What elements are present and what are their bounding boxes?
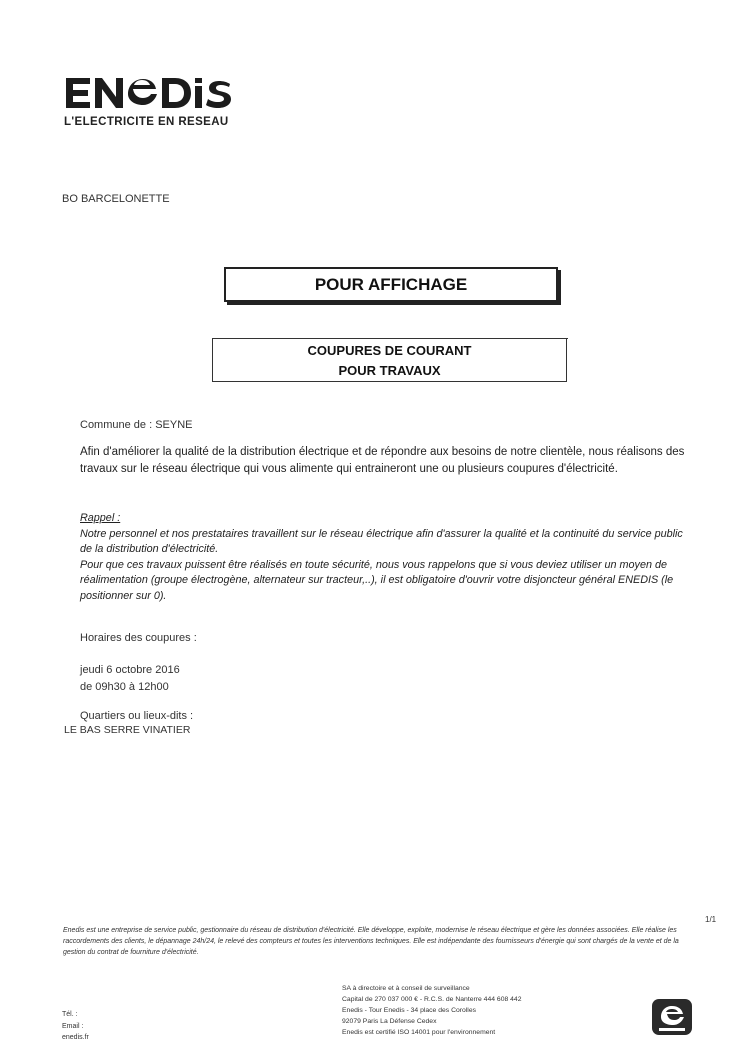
schedule-date: jeudi 6 octobre 2016 xyxy=(80,664,180,676)
subject-box-top-border xyxy=(212,338,568,339)
subject-line-1: COUPURES DE COURANT xyxy=(307,343,472,358)
commune-label: Commune de : SEYNE xyxy=(80,419,193,431)
legal-line: 92079 Paris La Défense Cedex xyxy=(342,1018,437,1025)
notice-title: POUR AFFICHAGE xyxy=(314,274,468,294)
legal-line: Capital de 270 037 000 € - R.C.S. de Nanterre 444 608 442 xyxy=(342,996,522,1003)
subject-line-2: POUR TRAVAUX xyxy=(338,363,441,378)
logo-tagline: L'ELECTRICITE EN RESEAU xyxy=(64,116,229,128)
notice-title-box xyxy=(224,267,558,302)
subject-box xyxy=(212,338,567,382)
legal-line: SA à directoire et à conseil de surveillance xyxy=(342,985,470,992)
legal-line: Enedis - Tour Enedis - 34 place des Corolles xyxy=(342,1007,476,1014)
rappel-section xyxy=(80,511,690,605)
footer-description: Enedis est une entreprise de service public, gestionnaire du réseau de distribution d'électricité. Elle développe, exploite, modernise le réseau électrique et gère les données associées. Elle réalise les raccordements des clients, le dépannage 24h/24, le relevé des compteurs et toutes les interventions techniques. Elle est indépendante des fournisseurs d'énergie qui sont chargés de la vente et de la gestion du contrat de fourniture d'électricité. xyxy=(63,927,679,956)
locations-label: Quartiers ou lieux-dits : xyxy=(80,710,194,722)
intro-paragraph: Afin d'améliorer la qualité de la distribution électrique et de répondre aux besoins de notre clientèle, nous réalisons des travaux sur le réseau électrique qui vous alimente qui entraineront une ou plusieurs coupures d'électricité. xyxy=(80,446,685,475)
enedis-emblem-icon xyxy=(651,998,693,1036)
schedule-label: Horaires des coupures : xyxy=(80,632,197,644)
contact-info xyxy=(62,1009,89,1044)
rappel-paragraph-1: Notre personnel et nos prestataires travaillent sur le réseau électrique afin d'assurer la qualité et la continuité du service public de la distribution d'électricité. xyxy=(80,527,683,556)
office-name: BO BARCELONETTE xyxy=(62,193,170,205)
enedis-wordmark-icon xyxy=(64,70,234,114)
page-number: 1/1 xyxy=(705,915,717,924)
legal-info xyxy=(342,983,602,1038)
rappel-heading: Rappel : xyxy=(80,512,121,524)
enedis-logo xyxy=(64,70,234,114)
contact-email: Email : xyxy=(62,1022,84,1030)
schedule-time: de 09h30 à 12h00 xyxy=(80,681,169,693)
locations-value: LE BAS SERRE VINATIER xyxy=(64,724,191,736)
schedule-block xyxy=(80,662,180,696)
legal-line: Enedis est certifié ISO 14001 pour l'environnement xyxy=(342,1029,496,1036)
rappel-paragraph-2: Pour que ces travaux puissent être réalisés en toute sécurité, nous vous rappelons que si vous deviez utiliser un moyen de réalimentation (groupe électrogène, alternateur sur tracteur,..), il est obligatoire d'ouvrir votre disjoncteur général ENEDIS (le positionner sur 0). xyxy=(80,558,674,602)
contact-web[interactable]: enedis.fr xyxy=(62,1034,89,1041)
contact-tel: Tél. : xyxy=(62,1011,78,1018)
